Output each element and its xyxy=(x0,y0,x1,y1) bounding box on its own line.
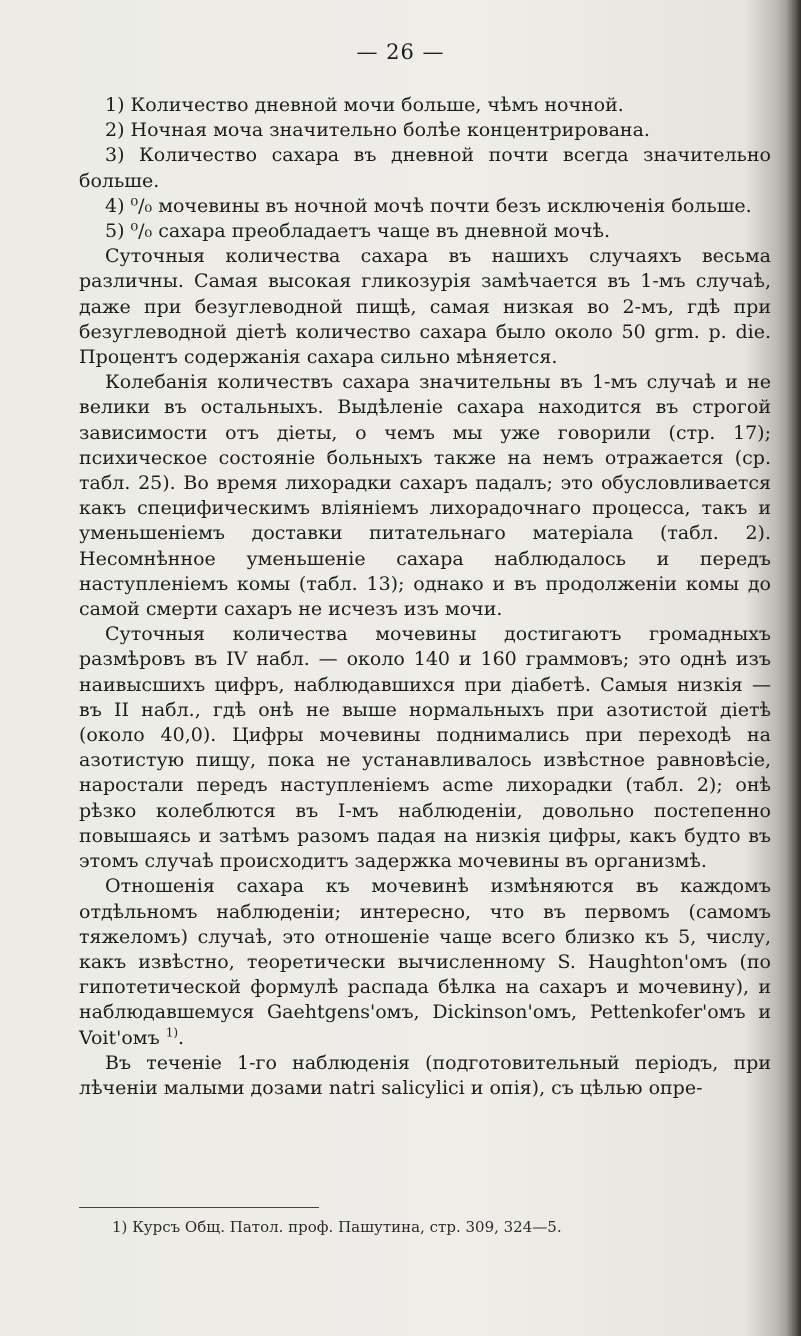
footnote-text: Курсъ Общ. Патол. проф. Пашутина, стр. 309, 324—5. xyxy=(132,1218,562,1236)
paragraph-sugar-fluctuation: Колебанія количествъ сахара значительны въ 1-мъ случаѣ и не велики въ остальныхъ. Выдѣленіе сахара находится въ строгой зависимости отъ діеты, о чемъ мы уже говорили (стр. 17); психическое состояніе больныхъ также на немъ отражается (ср. табл. 25). Во время лихорадки сахаръ падалъ; это обусловливается какъ специфическимъ вліяніемъ лихорадочнаго процесса, такъ и уменьшеніемъ доставки питательнаго матеріала (табл. 2). Несомнѣнное уменьшеніе сахара наблюдалось и передъ наступленіемъ комы (табл. 13); однако и въ продолженіи комы до самой смерти сахаръ не исчезъ изъ мочи. xyxy=(79,371,771,621)
page-edge-shadow xyxy=(787,0,801,1336)
list-item-4: 4) ⁰/₀ мочевины въ ночной мочѣ почти безъ исключенія больше. xyxy=(105,194,752,217)
body-text xyxy=(79,93,771,1101)
footnote xyxy=(112,1217,752,1237)
paragraph-urea-daily: Суточныя количества мочевины достигаютъ громадныхъ размѣровъ въ IV набл. — около 140 и 160 граммовъ; это однѣ изъ наивысшихъ цифръ, наблюдавшихся при діабетѣ. Самыя низкія — въ II набл., гдѣ онѣ не выше нормальныхъ при азотистой діетѣ (около 40,0). Цифры мочевины поднимались при переходѣ на азотистую пищу, пока не устанавливалось извѣстное равновѣсіе, наростали передъ наступленіемъ acme лихорадки (табл. 2); онѣ рѣзко колеблются въ I-мъ наблюденіи, довольно постепенно повышаясь и затѣмъ разомъ падая на низкія цифры, какъ будто въ этомъ случаѣ происходитъ задержка мочевины въ организмѣ. xyxy=(79,623,771,873)
paragraph-sugar-urea-ratio-text: Отношенія сахара къ мочевинѣ измѣняются въ каждомъ отдѣльномъ наблюденіи; интересно, что въ первомъ (самомъ тяжеломъ) случаѣ, это отношеніе чаще всего близко къ 5, числу, какъ извѣстно, теоретически вычисленному S. Haughton'омъ (по гипотетической формулѣ распада бѣлка на сахаръ и мочевину), и наблюдавшемуся Gaehtgens'омъ, Dickinson'омъ, Pettenkofer'омъ и Voit'омъ xyxy=(79,875,771,1049)
list-item-5: 5) ⁰/₀ сахара преобладаетъ чаще въ дневной мочѣ. xyxy=(105,220,611,243)
footnote-reference: 1) xyxy=(165,1025,179,1040)
paragraph-sugar-urea-ratio: Отношенія сахара къ мочевинѣ измѣняются въ каждомъ отдѣльномъ наблюденіи; интересно, что въ первомъ (самомъ тяжеломъ) случаѣ, это отношеніе чаще всего близко къ 5, числу, какъ извѣстно, теоретически вычисленному S. Haughton'омъ (по гипотетической формулѣ распада бѣлка на сахаръ и мочевину), и наблюдавшемуся Gaehtgens'омъ, Dickinson'омъ, Pettenkofer'омъ и Voit'омъ $^{1)}$. xyxy=(79,875,771,1049)
list-item-2: 2) Ночная моча значительно болѣе концентрирована. xyxy=(105,119,650,142)
page-number: — 26 — xyxy=(356,40,445,64)
list-item-1: 1) Количество дневной мочи больше, чѣмъ ночной. xyxy=(105,94,624,116)
footnote-marker: 1) xyxy=(112,1218,128,1236)
paragraph-first-observation: Въ теченіе 1-го наблюденія (подготовительный періодъ, при лѣченіи малыми дозами natri salicylici и опія), съ цѣлью опре- xyxy=(79,1051,771,1099)
list-item-3: 3) Количество сахара въ дневной почти всегда значительно больше. xyxy=(79,144,771,192)
paragraph-sugar-daily: Суточныя количества сахара въ нашихъ случаяхъ весьма различны. Самая высокая гликозурія замѣчается въ 1-мъ случаѣ, даже при безуглеводной пищѣ, самая низкая во 2-мъ, гдѣ при безуглеводной діетѣ количество сахара было около 50 grm. p. die. Процентъ содержанія сахара сильно мѣняется. xyxy=(79,245,771,369)
footnote-divider xyxy=(79,1207,319,1208)
